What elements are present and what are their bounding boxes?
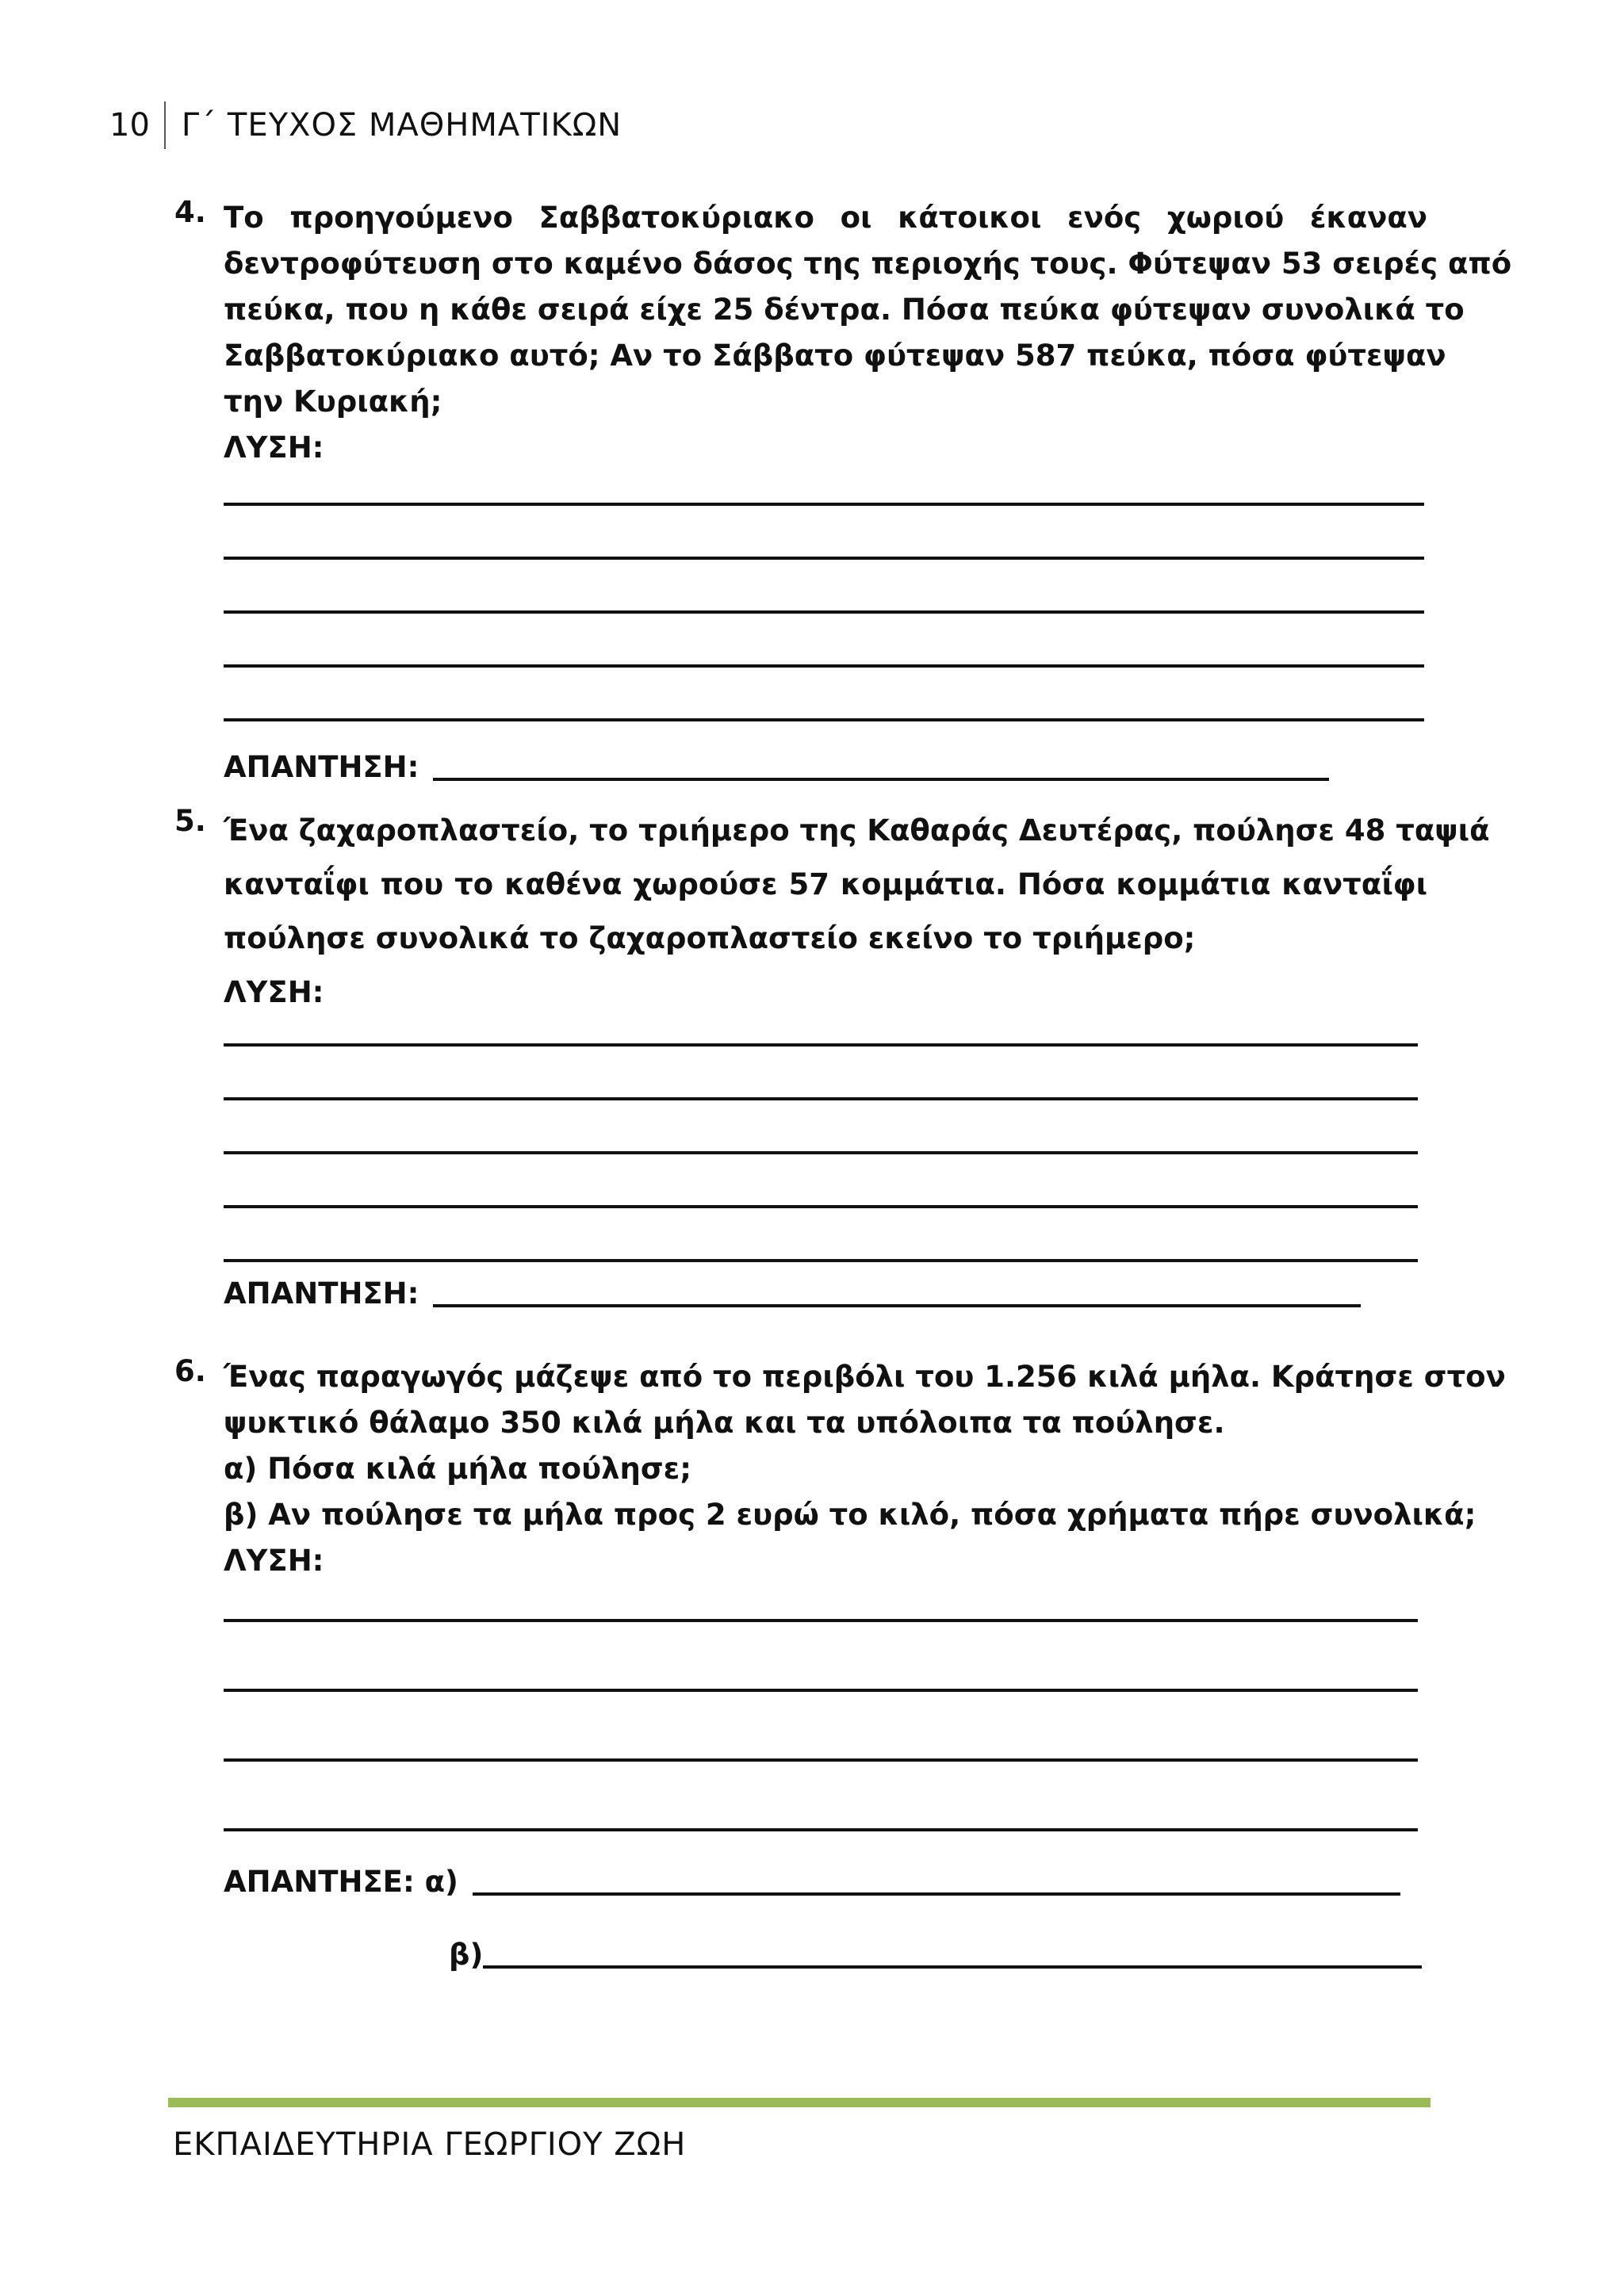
problem-text-line: πούλησε συνολικά το ζαχαροπλαστείο εκείνο το τριήμερο; [224,921,1196,955]
problem-text-line: β) Αν πούλησε τα μήλα προς 2 ευρώ το κιλό, πόσα χρήματα πήρε συνολικά; [224,1498,1477,1532]
answer-line[interactable] [433,778,1329,781]
problem-text-line: πεύκα, που η κάθε σειρά είχε 25 δέντρα. Πόσα πεύκα φύτεψαν συνολικά το [224,293,1465,327]
problem-text-line: κανταΐφι που το καθένα χωρούσε 57 κομμάτια. Πόσα κομμάτια κανταΐφι [224,867,1427,901]
writing-line[interactable] [224,1205,1418,1208]
solution-lines [174,1619,1427,1831]
writing-line[interactable] [224,1097,1418,1100]
writing-line[interactable] [224,610,1424,614]
answer-line-b[interactable] [483,1965,1422,1969]
answer-label-b: β) [449,1938,484,1972]
answer-row-a [224,1865,1400,1899]
footer-text: ΕΚΠΑΙΔΕΥΤΗΡΙΑ ΓΕΩΡΓΙΟΥ ΖΩΗ [173,2126,687,2163]
writing-line[interactable] [224,1043,1418,1047]
problem-4 [174,195,1512,471]
problem-5 [174,804,1490,1020]
problem-text-line: ψυκτικό θάλαμο 350 κιλά μήλα και τα υπόλοιπα τα πούλησε. [224,1406,1225,1440]
writing-line[interactable] [224,1689,1418,1692]
problem-6 [174,1354,1506,1584]
answer-label: ΑΠΑΝΤΗΣΗ: [224,750,419,784]
solution-label: ΛΥΣΗ: [224,1544,324,1578]
problem-text-line: α) Πόσα κιλά μήλα πούλησε; [224,1452,692,1486]
problem-text-line: Ένα ζαχαροπλαστείο, το τριήμερο της Καθαράς Δευτέρας, πούλησε 48 ταψιά [224,813,1490,848]
writing-line[interactable] [224,1619,1418,1622]
solution-lines [174,503,1427,721]
answer-label: ΑΠΑΝΤΗΣΗ: [224,1276,419,1311]
problem-number: 6. [174,1354,206,1388]
solution-label: ΛΥΣΗ: [224,975,324,1009]
solution-lines [174,1043,1427,1262]
answer-line[interactable] [433,1304,1361,1307]
answer-line-a[interactable] [473,1892,1400,1896]
answer-row [224,1276,1361,1311]
problem-text-line: Ένας παραγωγός μάζεψε από το περιβόλι του 1.256 κιλά μήλα. Κράτησε στον [224,1360,1506,1394]
problem-number: 5. [174,804,206,838]
footer-rule [168,2098,1431,2107]
writing-line[interactable] [224,1758,1418,1762]
page-number: 10 [109,101,166,149]
writing-line[interactable] [224,1828,1418,1831]
header-title: Γ΄ ΤΕΥΧΟΣ ΜΑΘΗΜΑΤΙΚΩΝ [181,107,622,144]
problem-text-line: Το προηγούμενο Σαββατοκύριακο οι κάτοικοι ενός χωριού έκαναν [224,201,1427,235]
answer-label: ΑΠΑΝΤΗΣΕ: α) [224,1865,458,1899]
writing-line[interactable] [224,664,1424,668]
writing-line[interactable] [224,503,1424,506]
writing-line[interactable] [224,1151,1418,1154]
writing-line[interactable] [224,557,1424,560]
problem-text-line: Σαββατοκύριακο αυτό; Αν το Σάββατο φύτεψαν 587 πεύκα, πόσα φύτεψαν [224,339,1446,373]
answer-row [224,750,1329,784]
writing-line[interactable] [224,718,1424,721]
problem-text-line: δεντροφύτευση στο καμένο δάσος της περιοχής τους. Φύτεψαν 53 σειρές από [224,247,1512,281]
answer-row-b [449,1938,1422,1972]
solution-label: ΛΥΣΗ: [224,430,324,465]
writing-line[interactable] [224,1259,1418,1262]
page-header [109,101,622,149]
problem-number: 4. [174,195,206,229]
problem-text-line: την Κυριακή; [224,385,442,419]
